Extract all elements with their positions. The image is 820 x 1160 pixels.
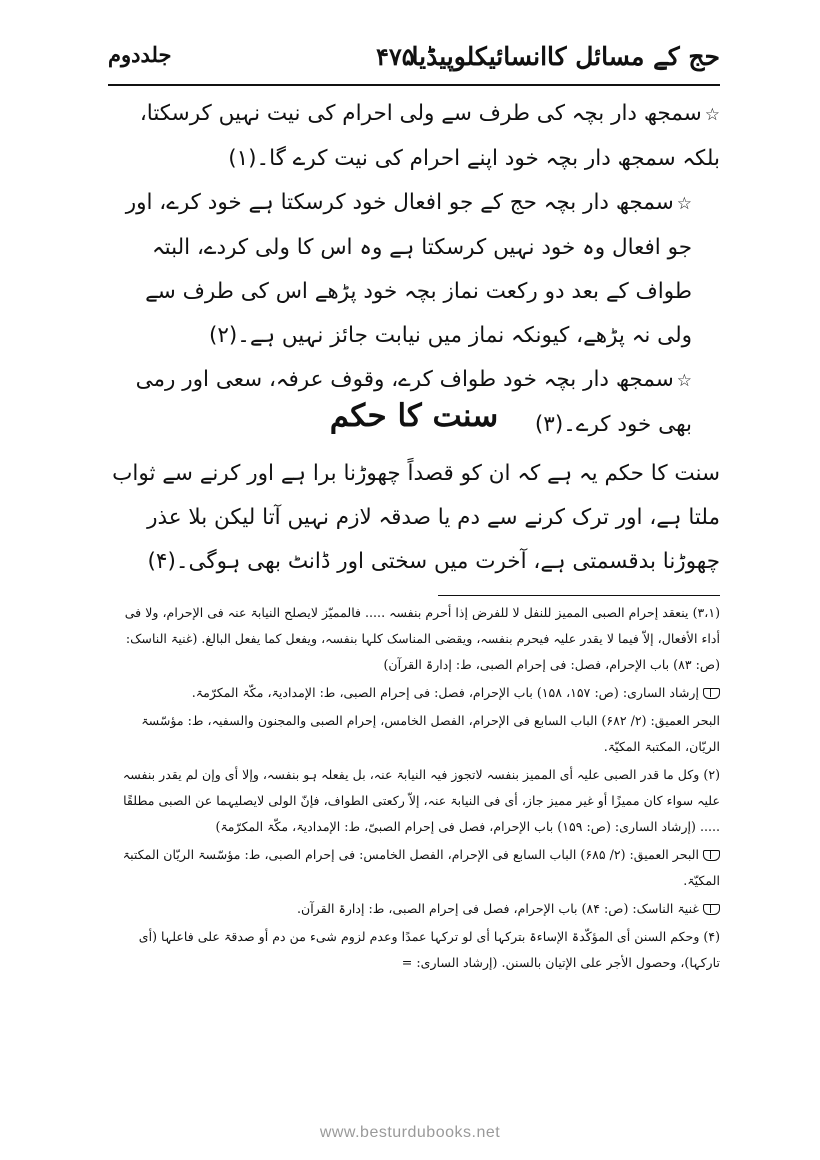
footer-url: www.besturdubooks.net <box>319 1124 501 1141</box>
volume-label: جلددوم <box>108 42 172 67</box>
page-header <box>108 42 720 82</box>
book-icon <box>703 688 720 699</box>
footnote-reference: البحر العمیق: (۲/ ۶۸۵) الباب السابع فی الإحرام، الفصل الخامس: فی إحرام الصبی، ط: مؤسّسۃ الریّان المکتبۃ المکیّۃ. <box>122 847 720 888</box>
paragraph-1: ☆سمجھ دار بچہ کی طرف سے ولی احرام کی نیت نہیں کرسکتا، بلکہ سمجھ دار بچہ خود اپنے احرام کی نیت کرے گا۔(۱) <box>139 101 720 171</box>
footnote: (۴) وحکم السنن أی المؤکّدۃ الإساءۃ بترکہا أی لو ترکہا عمدًا وعدم لزوم شیء من دم أو صدقۃ علی فاعلہا (أی تارکہا)، وحصول الأجر علی الإتیان بالسنن. (إرشاد الساری: = <box>138 929 720 970</box>
header-rule <box>108 84 720 86</box>
footnote-reference: إرشاد الساری: (ص: ۱۵۷، ۱۵۸) باب الإحرام، فصل: فی إحرام الصبی، ط: الإمدادیۃ، مکّۃ المکرّمۃ. <box>108 680 720 706</box>
main-text-lower <box>108 452 720 584</box>
book-title: حج کے مسائل کاانسائیکلوپیڈیا <box>411 42 720 71</box>
star-bullet-icon: ☆ <box>676 371 692 391</box>
footnote-reference: البحر العمیق: (۲/ ۶۸۲) الباب السابع فی الإحرام، الفصل الخامس، إحرام الصبی والمجنون والسفیہ، ط: مؤسّسۃ الریّان، المکتبۃ المکیّۃ. <box>141 713 720 754</box>
page-number: ۴۷۵ <box>376 42 415 71</box>
main-text-upper <box>108 92 720 447</box>
star-bullet-icon: ☆ <box>676 194 692 214</box>
book-icon <box>703 850 720 861</box>
star-bullet-icon: ☆ <box>704 105 720 125</box>
book-icon <box>703 904 720 915</box>
paragraph-3: ☆سمجھ دار بچہ خود طواف کرے، وقوف عرفہ، سعی اور رمی بھی خود کرے۔(۳) <box>135 367 692 437</box>
footnote: (۳،۱) ینعقد إحرام الصبی الممیز للنفل لا للفرض إذا أحرم بنفسہ ..... فالممیّز لایصلح النیابۃ عنہ فی الإحرام، ولا فی أداء الأفعال، إلاّ فیما لا یقدر علیہ فیحرم بنفسہ، ویقضی المناسک کلہا بنفسہ، ویفعل کما یفعل البالغ. (غنیۃ الناسک: (ص: ۸۳) باب الإحرام، فصل: فی إحرام الصبی، ط: إدارۃ القرآن) <box>124 605 720 672</box>
footnote-reference: غنیۃ الناسک: (ص: ۸۴) باب الإحرام، فصل فی إحرام الصبی، ط: إدارۃ القرآن. <box>108 896 720 922</box>
paragraph-2: ☆سمجھ دار بچہ حج کے جو افعال خود کرسکتا ہے خود کرے، اور جو افعال وہ خود نہیں کرسکتا ہے وہ اس کا ولی کردے، البتہ طواف کے بعد دو رکعت نماز بچہ خود پڑھے اس کی طرف سے ولی نہ پڑھے، کیونکہ نماز میں نیابت جائز نہیں ہے۔(۲) <box>125 190 692 348</box>
section-heading: سنت کا حکم <box>329 398 499 434</box>
footnote-rule <box>438 595 720 596</box>
footnote: (۲) وکل ما قدر الصبی علیہ أی الممیز بنفسہ لاتجوز فیہ النیابۃ عنہ، بل یفعلہ ہو بنفسہ، وإلا أی وإن لم یقدر بنفسہ علیہ سواء کان ممیزًا أو غیر ممیز جاز، أی فی النیابۃ عنہ، إلاّ رکعتی الطواف، فإنّ الولی لایصلیہما عن الصبی مطلقًا ..... (إرشاد الساری: (ص: ۱۵۹) باب الإحرام، فصل فی إحرام الصبیّ، ط: الإمدادیۃ، مکّۃ المکرّمۃ) <box>122 767 720 834</box>
sunnat-paragraph: سنت کا حکم یہ ہے کہ ان کو قصداً چھوڑنا برا ہے اور کرنے سے ثواب ملتا ہے، اور ترک کرنے سے دم یا صدقہ لازم نہیں آتا لیکن بلا عذر چھوڑنا بدقسمتی ہے، آخرت میں سختی اور ڈانٹ بھی ہوگی۔(۴) <box>112 461 720 574</box>
footnotes <box>108 600 720 978</box>
